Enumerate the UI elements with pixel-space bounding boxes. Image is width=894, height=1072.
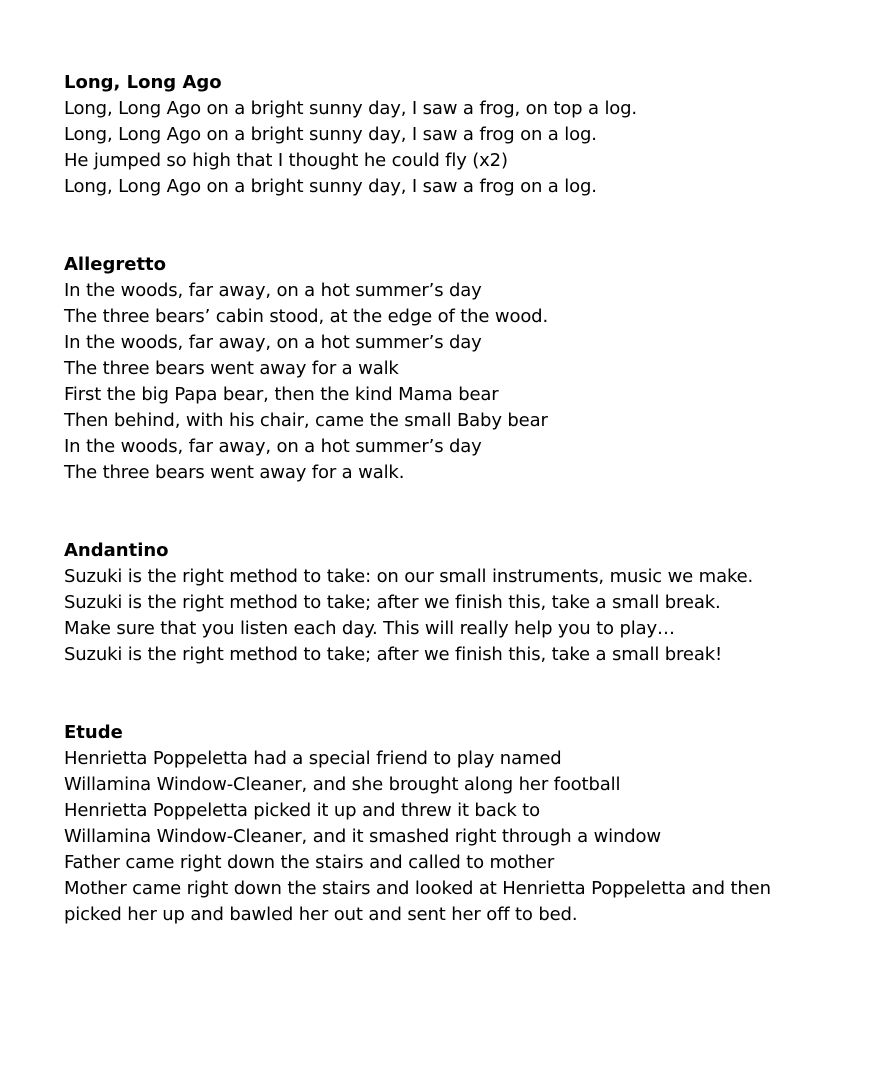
lyric-line: Long, Long Ago on a bright sunny day, I saw a frog on a log. — [64, 176, 597, 197]
lyric-line: In the woods, far away, on a hot summer’s day — [64, 332, 482, 353]
song-andantino — [64, 538, 864, 668]
lyric-line: He jumped so high that I thought he could fly (x2) — [64, 150, 508, 171]
song-title: Allegretto — [64, 254, 167, 275]
lyric-line: The three bears went away for a walk. — [64, 462, 405, 483]
song-etude — [64, 720, 864, 928]
lyric-line: Willamina Window-Cleaner, and it smashed right through a window — [64, 826, 661, 847]
song-title: Long, Long Ago — [64, 72, 222, 93]
lyric-line: The three bears went away for a walk — [64, 358, 399, 379]
lyric-line: First the big Papa bear, then the kind Mama bear — [64, 384, 499, 405]
lyric-line: Willamina Window-Cleaner, and she brought along her football — [64, 774, 621, 795]
lyric-line: Mother came right down the stairs and looked at Henrietta Poppeletta and then — [64, 878, 771, 899]
lyric-line: In the woods, far away, on a hot summer’s day — [64, 436, 482, 457]
lyric-line: Long, Long Ago on a bright sunny day, I saw a frog, on top a log. — [64, 98, 638, 119]
lyric-line: Suzuki is the right method to take; after we finish this, take a small break. — [64, 592, 721, 613]
lyric-line: Suzuki is the right method to take; after we finish this, take a small break! — [64, 644, 723, 665]
lyrics-document — [64, 70, 864, 928]
song-title: Andantino — [64, 540, 169, 561]
lyric-line: Long, Long Ago on a bright sunny day, I saw a frog on a log. — [64, 124, 597, 145]
lyric-line: picked her up and bawled her out and sent her off to bed. — [64, 904, 578, 925]
lyric-line: Henrietta Poppeletta had a special friend to play named — [64, 748, 562, 769]
lyric-line: The three bears’ cabin stood, at the edge of the wood. — [64, 306, 549, 327]
song-title: Etude — [64, 722, 123, 743]
lyric-line: In the woods, far away, on a hot summer’s day — [64, 280, 482, 301]
song-long-long-ago — [64, 70, 864, 200]
lyric-line: Henrietta Poppeletta picked it up and threw it back to — [64, 800, 540, 821]
song-allegretto — [64, 252, 864, 486]
lyric-line: Father came right down the stairs and called to mother — [64, 852, 555, 873]
lyric-line: Make sure that you listen each day. This will really help you to play… — [64, 618, 675, 639]
lyric-line: Then behind, with his chair, came the small Baby bear — [64, 410, 548, 431]
lyric-line: Suzuki is the right method to take: on our small instruments, music we make. — [64, 566, 754, 587]
